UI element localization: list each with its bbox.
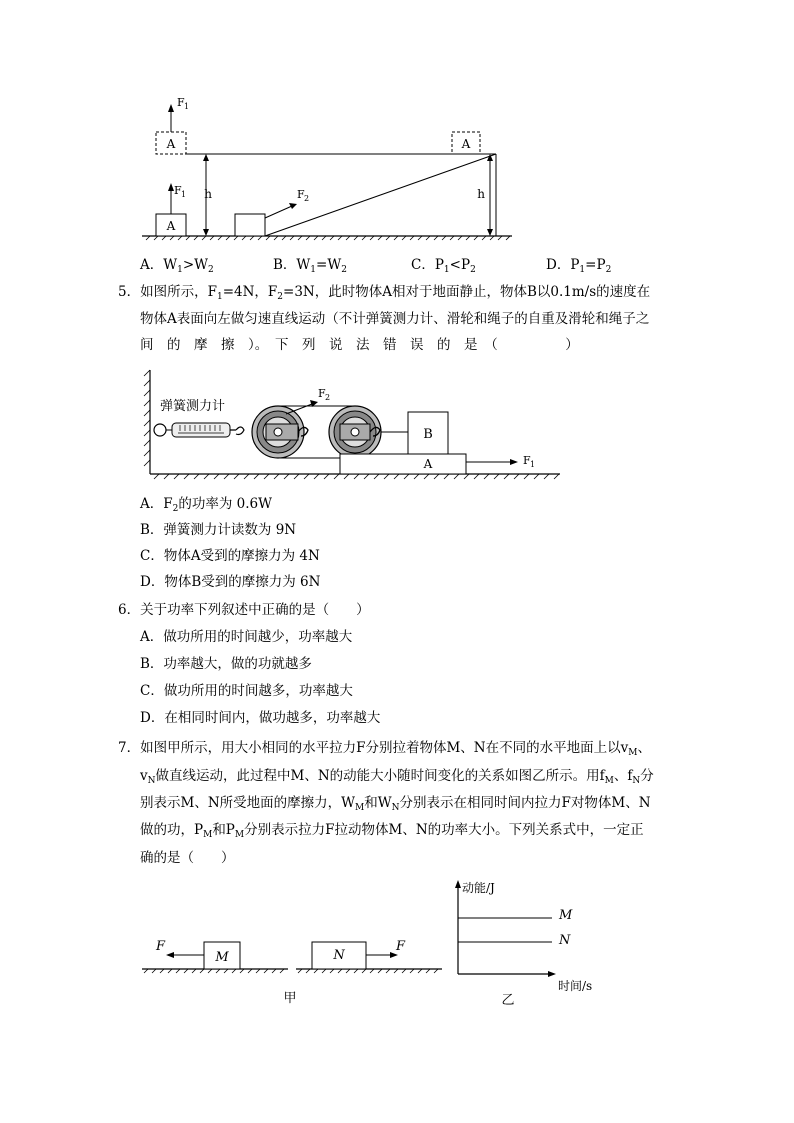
q7-line-1: 7．如图甲所示，用大小相同的水平拉力F分别拉着物体M、N在不同的水平地面上以$v_M$、	[118, 740, 651, 758]
x-axis-label: 时间/s	[558, 979, 593, 993]
q4-option-a: A．$W_1>W_2$	[140, 257, 214, 275]
q5-stem-line-1: 5．如图所示，$F_1=4N$，$F_2=3N$，此时物体A相对于地面静止，物体B以0.1m/s的速度在	[118, 284, 651, 302]
svg-text:A: A	[423, 457, 433, 471]
q5-stem-line-2: 物体A表面向左做匀速直线运动（不计弹簧测力计、滑轮和绳子的自重及滑轮和绳子之	[140, 311, 650, 327]
q7-line-2: $v_N$做直线运动，此过程中M、N的动能大小随时间变化的关系如图乙所示。用$f_M$、$f_N$分	[140, 768, 654, 786]
spring-scale	[172, 423, 230, 437]
svg-text:M: M	[559, 908, 573, 923]
svg-text:N: N	[559, 933, 571, 948]
block-a-label: A	[166, 219, 176, 233]
q6-option-a: A．做功所用的时间越少，功率越大	[140, 629, 353, 645]
svg-text:h: h	[204, 187, 212, 201]
svg-text:F: F	[177, 96, 185, 109]
q6-option-c: C．做功所用的时间越多，功率越大	[140, 683, 353, 699]
svg-text:F: F	[156, 939, 166, 954]
spring-scale-label: 弹簧测力计	[160, 399, 226, 414]
svg-text:N: N	[333, 948, 345, 963]
svg-text:2: 2	[304, 194, 310, 203]
q4-option-b: B．$W_1=W_2$	[273, 257, 347, 275]
q4-figure	[130, 90, 530, 250]
svg-text:A: A	[166, 137, 176, 151]
q6-option-b: B．功率越大，做的功就越多	[140, 656, 312, 672]
q7-line-5: 确的是（ ）	[140, 850, 235, 866]
svg-text:F: F	[523, 454, 531, 467]
q5-option-c: C．物体A受到的摩擦力为 4N	[140, 548, 320, 564]
svg-text:A: A	[461, 137, 471, 151]
y-axis-label: 动能/J	[462, 881, 495, 895]
caption-jia: 甲	[283, 991, 297, 1006]
q5-option-b: B．弹簧测力计读数为 9N	[140, 522, 297, 538]
svg-text:M: M	[215, 950, 229, 965]
caption-yi: 乙	[501, 993, 515, 1008]
q4-option-c: C．$P_1<P_2$	[411, 257, 476, 275]
svg-text:1: 1	[181, 190, 187, 199]
q5-stem-line-3: 间 的 摩 擦 ）。 下 列 说 法 错 误 的 是 （ ）	[140, 337, 579, 353]
q4-option-d: D．$P_1=P_2$	[546, 257, 612, 275]
svg-text:1: 1	[530, 460, 536, 469]
q5-option-d: D．物体B受到的摩擦力为 6N	[140, 574, 321, 590]
svg-text:F: F	[297, 188, 305, 201]
q5-option-a: A．$F_2$的功率为 0.6W	[140, 496, 272, 514]
q7-figure	[140, 872, 610, 1012]
svg-text:F: F	[318, 387, 326, 400]
svg-text:h: h	[477, 187, 485, 201]
q6-stem: 6．关于功率下列叙述中正确的是（ ）	[118, 602, 370, 618]
block-a-plate	[340, 454, 466, 474]
block-2	[235, 214, 265, 236]
svg-text:B: B	[423, 427, 433, 442]
svg-text:F: F	[396, 939, 406, 954]
svg-text:F: F	[174, 184, 182, 197]
q7-line-4: 做的功，$P_M$和$P_M$分别表示拉力F拉动物体M、N的功率大小。下列关系式中，一定正	[140, 822, 644, 840]
svg-text:1: 1	[184, 102, 190, 111]
svg-text:2: 2	[325, 393, 331, 402]
q6-option-d: D．在相同时间内，做功越多，功率越大	[140, 710, 381, 726]
q7-line-3: 别表示M、N所受地面的摩擦力，$W_M$和$W_N$分别表示在相同时间内拉力F对物体M、N	[140, 795, 651, 813]
q5-figure	[140, 362, 570, 482]
